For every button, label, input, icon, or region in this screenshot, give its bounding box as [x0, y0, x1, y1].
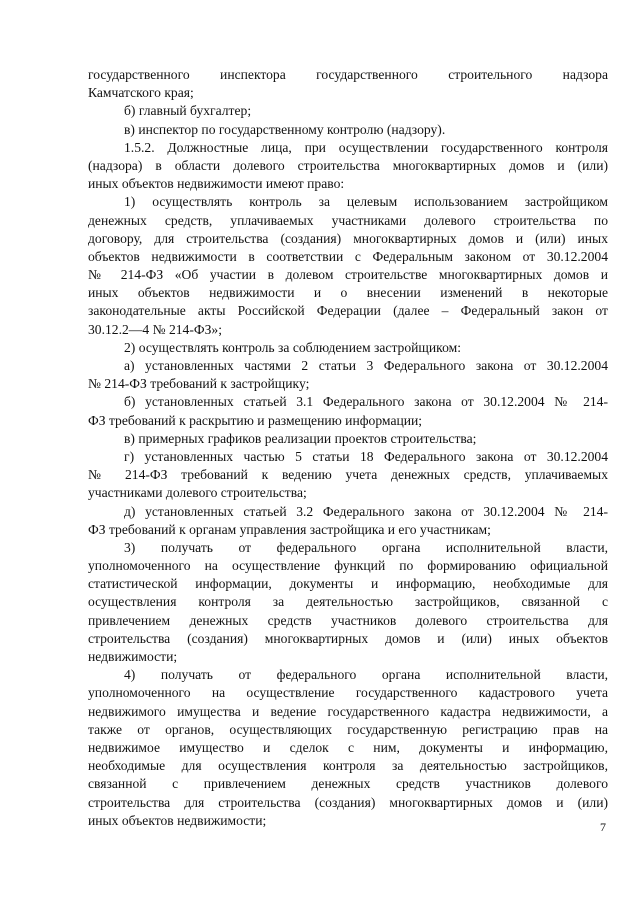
text-line: г) установленных частью 5 статьи 18 Федерального закона от 30.12.2004: [124, 448, 608, 464]
text-line: уполномоченного на осуществление государственного кадастрового учета: [88, 685, 608, 701]
text-line: денежных средств, уплачиваемых участниками долевого строительства по: [88, 212, 608, 228]
text-line: (надзора) в области долевого строительства многоквартирных домов и (или): [88, 157, 608, 173]
text-line: недвижимое имущество и сделок с ним, документы и информацию,: [88, 739, 608, 755]
text-line: объектов недвижимости в соответствии с Федеральным законом от 30.12.2004: [88, 248, 608, 264]
text-line: также от органов, осуществляющих государственную регистрацию прав на: [88, 721, 608, 737]
text-line: иных объектов недвижимости имеют право:: [88, 176, 345, 192]
page-number: 7: [600, 820, 606, 834]
text-line: 3) получать от федерального органа исполнительной власти,: [124, 539, 608, 555]
text-line: статистической информации, документы и информацию, необходимые для: [88, 576, 608, 592]
text-line: ФЗ требований к органам управления застройщика и его участникам;: [88, 521, 491, 537]
text-line: уполномоченного на осуществление функций по формированию официальной: [88, 558, 608, 574]
text-line: связанной с привлечением денежных средств участников долевого: [88, 776, 608, 792]
text-line: 1.5.2. Должностные лица, при осуществлении государственного контроля: [124, 139, 608, 155]
text-line: а) установленных частями 2 статьи 3 Федерального закона от 30.12.2004: [124, 358, 608, 373]
text-line: недвижимости;: [88, 649, 178, 664]
text-line: участниками долевого строительства;: [88, 485, 307, 501]
text-line: в) примерных графиков реализации проектов строительства;: [124, 430, 477, 446]
text-line: иных объектов недвижимости;: [88, 812, 267, 828]
text-line: законодательные акты Российской Федерации (далее – Федеральный закон от: [88, 303, 608, 319]
text-line: б) главный бухгалтер;: [124, 103, 252, 119]
text-line: б) установленных статьей 3.1 Федерального закона от 30.12.2004 № 214-: [124, 394, 608, 410]
text-line: 4) получать от федерального органа исполнительной власти,: [124, 667, 608, 683]
text-line: д) установленных статьей 3.2 Федерального закона от 30.12.2004 № 214-: [124, 503, 608, 519]
text-line: в) инспектор по государственному контролю (надзору).: [124, 121, 446, 137]
document-body: [88, 66, 608, 830]
text-line: 1) осуществлять контроль за целевым использованием застройщиком: [124, 194, 608, 210]
text-line: строительства для строительства (создания) многоквартирных домов и (или): [88, 794, 608, 810]
text-line: ФЗ требований к раскрытию и размещению информации;: [88, 412, 423, 428]
text-line: Камчатского края;: [88, 85, 194, 101]
text-line: № 214-ФЗ «Об участии в долевом строительстве многоквартирных домов и: [88, 267, 608, 283]
text-line: иных объектов недвижимости и о внесении изменений в некоторые: [88, 285, 608, 301]
text-line: 30.12.2—4 № 214-ФЗ»;: [88, 321, 222, 337]
text-line: привлечением денежных средств участников долевого строительства для: [88, 612, 608, 628]
text-line: № 214-ФЗ требований к ведению учета денежных средств, уплачиваемых: [88, 467, 608, 483]
text-line: № 214-ФЗ требований к застройщику;: [88, 376, 310, 392]
text-line: недвижимого имущества и ведение государственного кадастра недвижимости, а: [88, 703, 608, 719]
text-line: 2) осуществлять контроль за соблюдением застройщиком:: [124, 339, 462, 355]
text-line: осуществления контроля за деятельностью застройщиков, связанной с: [88, 594, 608, 610]
text-line: строительства (создания) многоквартирных домов и (или) иных объектов: [88, 630, 608, 646]
text-line: договору, для строительства (создания) многоквартирных домов и (или) иных: [88, 230, 608, 246]
text-line: государственного инспектора государственного строительного надзора: [88, 67, 608, 82]
text-line: необходимые для осуществления контроля за деятельностью застройщиков,: [88, 758, 608, 774]
